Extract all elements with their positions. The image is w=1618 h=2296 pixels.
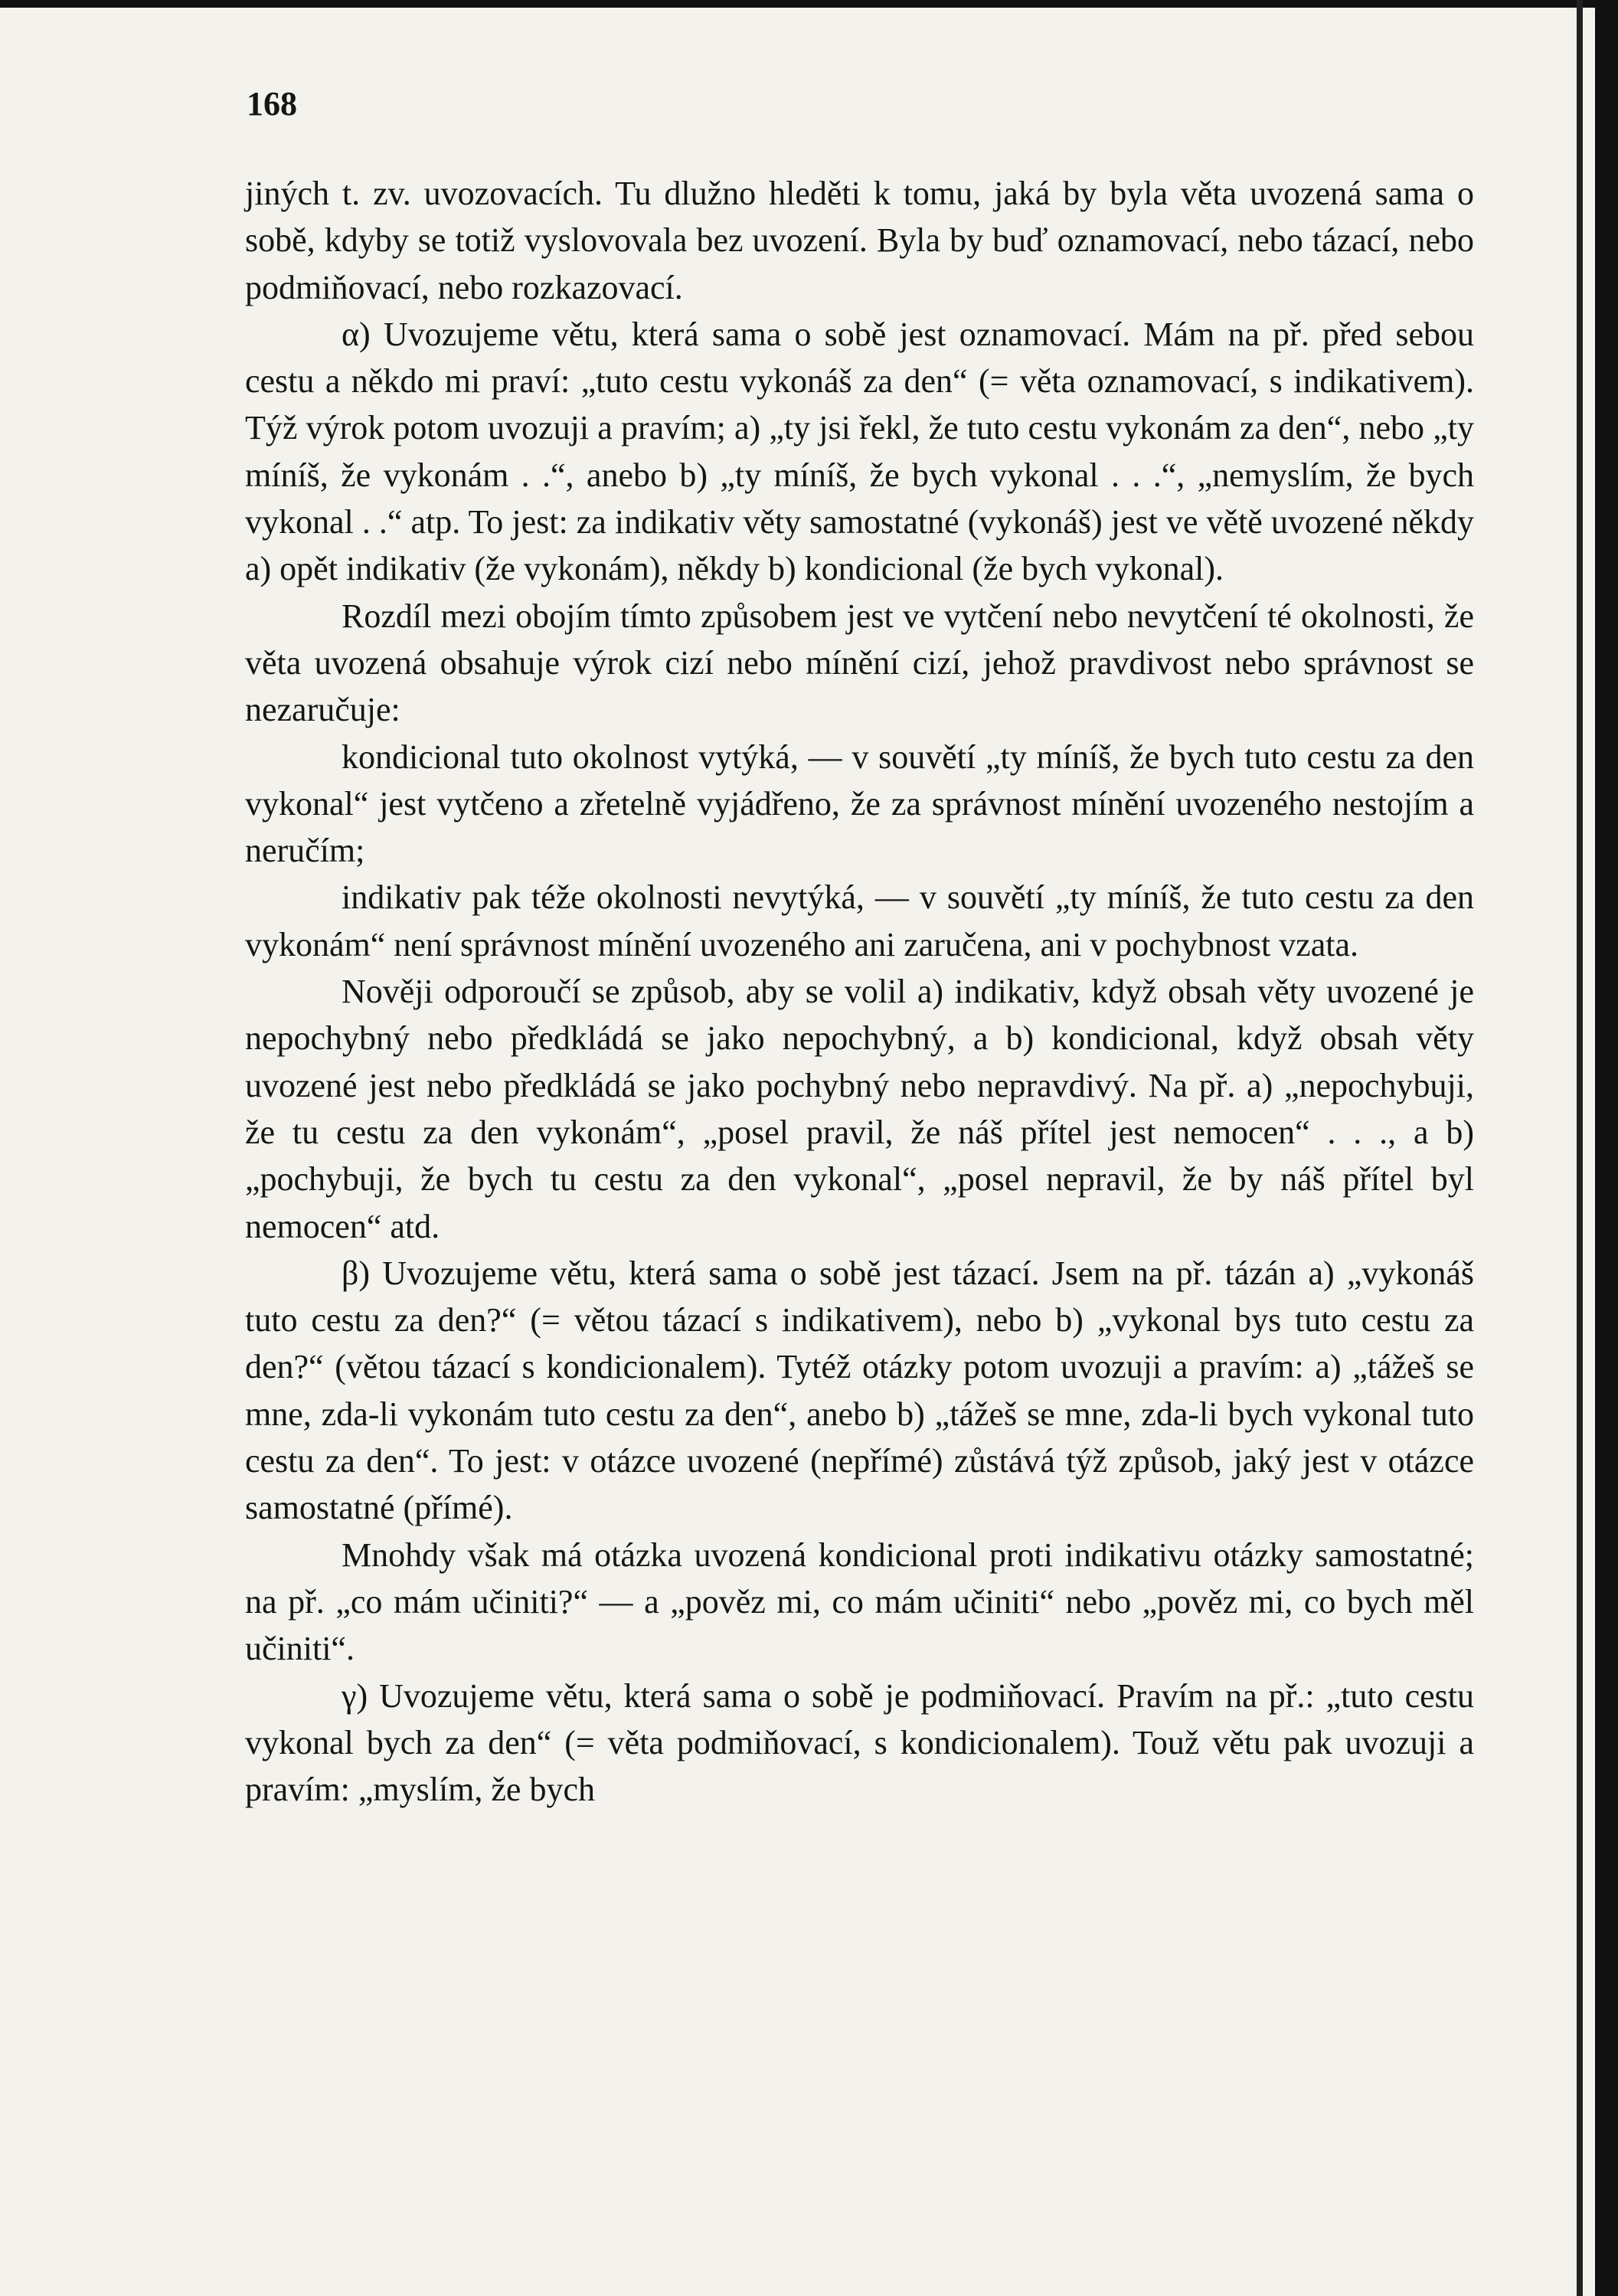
scan-edge-top <box>0 0 1618 8</box>
body-text <box>245 170 1474 1813</box>
scan-edge-right-inner <box>1577 0 1583 2296</box>
paragraph-2: α) Uvozujeme větu, která sama o sobě jest oznamovací. Mám na př. před sebou cestu a někdo mi praví: „tuto cestu vykonáš za den“ (= věta oznamovací, s indikativem). Týž výrok potom uvozuji a pravím; a) „ty jsi řekl, že tuto cestu vykonám za den“, nebo „ty míníš, že vykonám . .“, anebo b) „ty míníš, že bych vykonal . . .“, „nemyslím, že bych vykonal . .“ atp. To jest: za indikativ věty samostatné (vykonáš) jest ve větě uvozené někdy a) opět indikativ (že vykonám), někdy b) kondicional (že bych vykonal). <box>245 315 1474 588</box>
paragraph-3: Rozdíl mezi obojím tímto způsobem jest ve vytčení nebo nevytčení té okolnosti, že věta uvozená obsahuje výrok cizí nebo mínění cizí, jehož pravdivost nebo správnost se nezaručuje: <box>245 597 1474 729</box>
page-number: 168 <box>247 85 297 123</box>
paragraph-5: indikativ pak téže okolnosti nevytýká, — v souvětí „ty míníš, že tuto cestu za den vykonám“ není správnost mínění uvozeného ani zaručena, ani v pochybnost vzata. <box>245 878 1474 963</box>
paragraph-1: jiných t. zv. uvozovacích. Tu dlužno hleděti k tomu, jaká by byla věta uvozená sama o sobě, kdyby se totiž vyslovovala bez uvození. Byla by buď oznamovací, nebo tázací, nebo podmiňovací, nebo rozkazovací. <box>245 175 1474 306</box>
paragraph-9: γ) Uvozujeme větu, která sama o sobě je podmiňovací. Pravím na př.: „tuto cestu vykonal bych za den“ (= věta podmiňovací, s kondicionalem). Touž větu pak uvozuji a pravím: „myslím, že bych <box>245 1676 1474 1809</box>
paragraph-6: Nověji odporoučí se způsob, aby se volil a) indikativ, když obsah věty uvozené je nepochybný nebo předkládá se jako nepochybný, a b) kondicional, když obsah věty uvozené jest nebo předkládá se jako pochybný nebo nepravdivý. Na př. a) „nepochybuji, že tu cestu za den vykonám“, „posel pravil, že náš přítel jest nemocen“ . . ., a b) „pochybuji, že bych tu cestu za den vykonal“, „posel nepravil, že by náš přítel byl nemocen“ atd. <box>245 973 1474 1245</box>
scan-edge-right <box>1595 0 1618 2296</box>
paragraph-4: kondicional tuto okolnost vytýká, — v souvětí „ty míníš, že bych tuto cestu za den vykonal“ jest vytčeno a zřetelně vyjádřeno, že za správnost mínění uvozeného nestojím a neručím; <box>245 738 1474 870</box>
paragraph-8: Mnohdy však má otázka uvozená kondicional proti indikativu otázky samostatné; na př. „co mám učiniti?“ — a „pověz mi, co mám učiniti“ nebo „pověz mi, co bych měl učiniti“. <box>245 1536 1474 1668</box>
paragraph-7: β) Uvozujeme větu, která sama o sobě jest tázací. Jsem na př. tázán a) „vykonáš tuto cestu za den?“ (= větou tázací s indikativem), nebo b) „vykonal bys tuto cestu za den?“ (větou tázací s kondicionalem). Tytéž otázky potom uvozuji a pravím: a) „tážeš se mne, zda-li vykonám tuto cestu za den“, anebo b) „tážeš se mne, zda-li bych vykonal tuto cestu za den“. To jest: v otázce uvozené (nepřímé) zůstává týž způsob, jaký jest v otázce samostatné (přímé). <box>245 1254 1474 1527</box>
